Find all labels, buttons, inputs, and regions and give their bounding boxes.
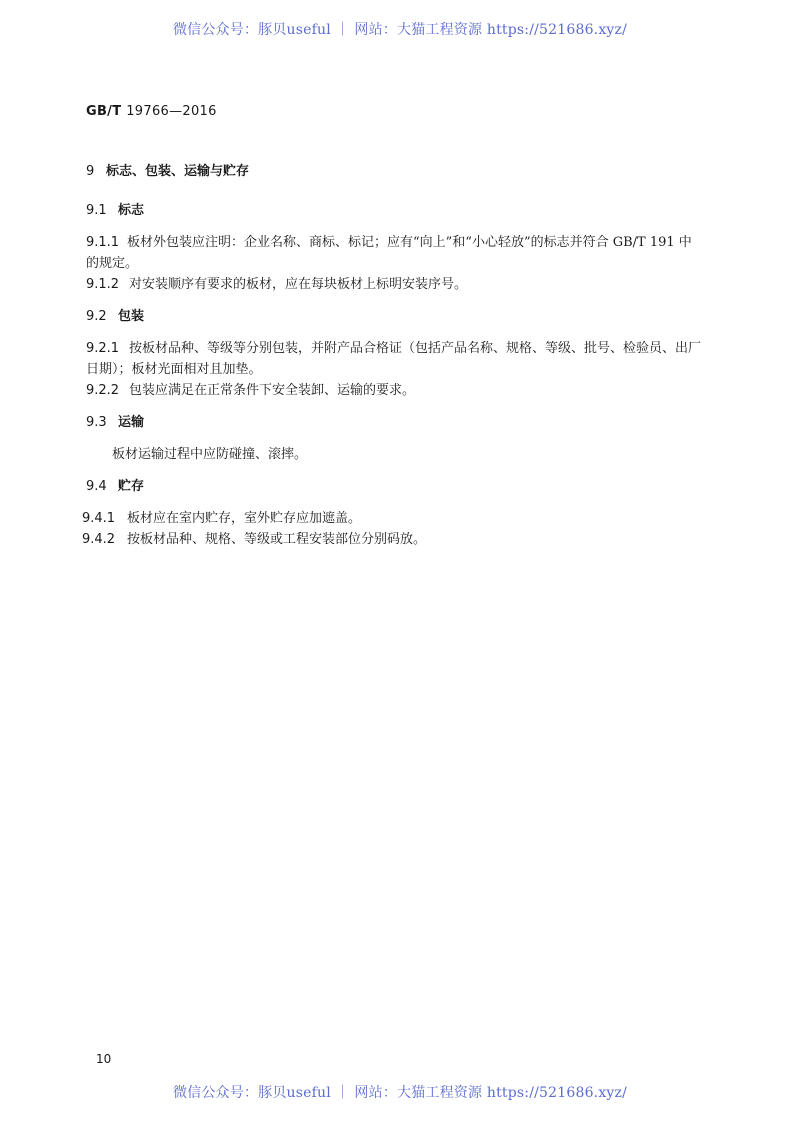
clause-text: 对安装顺序有要求的板材，应在每块板材上标明安装序号。 xyxy=(129,277,468,292)
watermark-bottom: 微信公众号：豚贝useful ｜ 网站：大猫工程资源 https://521686.xyz/ xyxy=(172,1085,628,1101)
clause-9-4-1 xyxy=(82,510,361,528)
clause-9-4-2 xyxy=(82,531,426,549)
clause-9-3-text: 板材运输过程中应防碰撞、滚摔。 xyxy=(112,447,308,462)
standard-number: 19766—2016 xyxy=(126,104,217,119)
subsection-title: 运输 xyxy=(118,415,145,430)
section-heading xyxy=(86,163,249,181)
clause-number: 9.1.2 xyxy=(86,277,120,292)
subsection-heading-9-2 xyxy=(86,308,144,326)
clause-text: 按板材品种、规格、等级或工程安装部位分别码放。 xyxy=(127,532,427,547)
clause-9-2-2 xyxy=(86,382,415,400)
subsection-title: 包装 xyxy=(118,309,145,324)
watermark-top: 微信公众号：豚贝useful ｜ 网站：大猫工程资源 https://521686.xyz/ xyxy=(172,22,628,38)
clause-9-1-1-line2: 的规定。 xyxy=(86,256,139,271)
subsection-title: 标志 xyxy=(118,203,145,218)
standard-code xyxy=(86,104,217,119)
clause-number: 9.2.1 xyxy=(86,341,120,356)
subsection-number: 9.1 xyxy=(86,203,107,218)
clause-9-2-1-line1 xyxy=(86,340,701,358)
clause-number: 9.4.1 xyxy=(82,511,116,526)
clause-number: 9.4.2 xyxy=(82,532,116,547)
section-number: 9 xyxy=(86,164,95,179)
subsection-number: 9.3 xyxy=(86,415,107,430)
subsection-heading-9-4 xyxy=(86,478,144,496)
clause-text: 包装应满足在正常条件下安全装卸、运输的要求。 xyxy=(129,383,416,398)
clause-9-1-1-line1 xyxy=(86,234,692,252)
clause-number: 9.1.1 xyxy=(86,235,120,250)
section-title: 标志、包装、运输与贮存 xyxy=(106,164,250,179)
clause-number: 9.2.2 xyxy=(86,383,120,398)
subsection-heading-9-1 xyxy=(86,202,144,220)
subsection-heading-9-3 xyxy=(86,414,144,432)
page-number: 10 xyxy=(96,1052,112,1066)
subsection-number: 9.4 xyxy=(86,479,107,494)
clause-9-2-1-line2: 日期）；板材光面相对且加垫。 xyxy=(86,362,262,377)
clause-text: 板材应在室内贮存，室外贮存应加遮盖。 xyxy=(127,511,362,526)
clause-9-1-2 xyxy=(86,276,467,294)
subsection-number: 9.2 xyxy=(86,309,107,324)
clause-text: 按板材品种、等级等分别包装，并附产品合格证（包括产品名称、规格、等级、批号、检验员、出厂 xyxy=(129,341,702,356)
standard-prefix: GB/T xyxy=(86,104,122,119)
clause-text: 板材外包装应注明：企业名称、商标、标记；应有“向上”和“小心轻放”的标志并符合 GB/T 191 中 xyxy=(127,235,692,250)
subsection-title: 贮存 xyxy=(118,479,145,494)
